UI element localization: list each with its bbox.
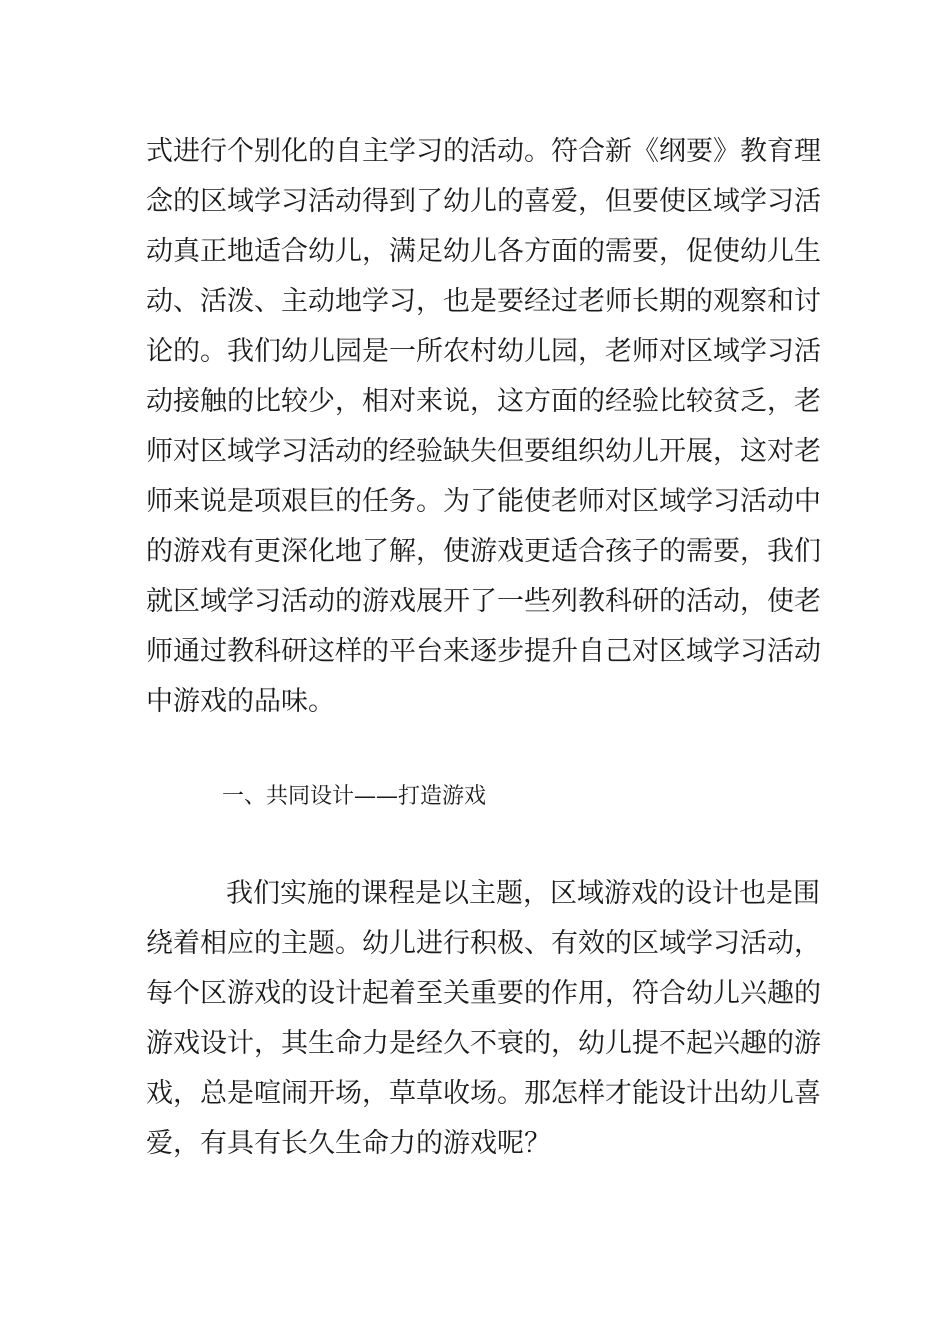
paragraph-line: 念的区域学习活动得到了幼儿的喜爱，但要使区域学习活 (146, 186, 821, 217)
paragraph-line: 每个区游戏的设计起着至关重要的作用，符合幼儿兴趣的 (146, 978, 821, 1009)
paragraph-line: 就区域学习活动的游戏展开了一些列教科研的活动，使老 (146, 586, 821, 617)
paragraph-line: 戏，总是喧闹开场，草草收场。那怎样才能设计出幼儿喜 (146, 1078, 821, 1109)
paragraph-line: 师通过教科研这样的平台来逐步提升自己对区域学习活动 (146, 636, 821, 667)
paragraph-line: 中游戏的品味。 (146, 686, 335, 717)
paragraph-line: 绕着相应的主题。幼儿进行积极、有效的区域学习活动， (146, 928, 821, 959)
paragraph-line: 动接触的比较少，相对来说，这方面的经验比较贫乏，老 (146, 386, 821, 417)
paragraph-line: 的游戏有更深化地了解，使游戏更适合孩子的需要，我们 (146, 536, 821, 567)
paragraph-line: 动、活泼、主动地学习，也是要经过老师长期的观察和讨 (146, 286, 821, 317)
paragraph-line: 式进行个别化的自主学习的活动。符合新《纲要》教育理 (146, 136, 821, 167)
paragraph-line: 论的。我们幼儿园是一所农村幼儿园，老师对区域学习活 (146, 336, 821, 367)
section-heading: 一、共同设计——打造游戏 (222, 784, 487, 809)
paragraph-line: 我们实施的课程是以主题，区域游戏的设计也是围 (226, 878, 820, 909)
paragraph-line: 游戏设计，其生命力是经久不衰的，幼儿提不起兴趣的游 (146, 1028, 821, 1059)
paragraph-line: 师对区域学习活动的经验缺失但要组织幼儿开展，这对老 (146, 436, 821, 467)
paragraph-line: 师来说是项艰巨的任务。为了能使老师对区域学习活动中 (146, 486, 821, 517)
paragraph-line: 爱，有具有长久生命力的游戏呢？ (146, 1128, 551, 1159)
paragraph-line: 动真正地适合幼儿，满足幼儿各方面的需要，促使幼儿生 (146, 236, 821, 267)
